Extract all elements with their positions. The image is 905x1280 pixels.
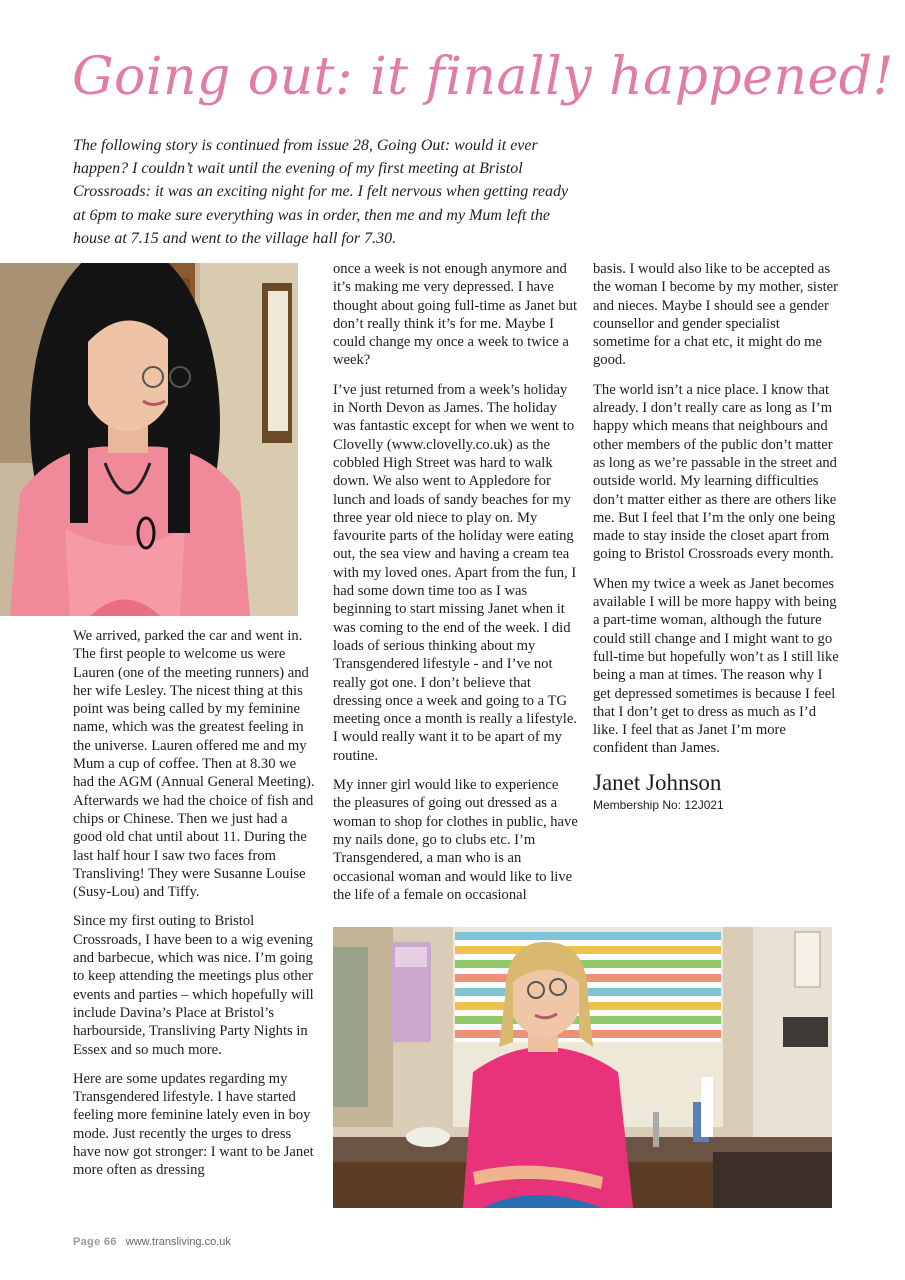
paragraph: basis. I would also like to be accepted as the woman I become by my mother, sister and nieces. Maybe I should see a gender counsellor and gender specialist sometime for a chat etc, it might do me good. (593, 261, 839, 369)
article-column-1 (73, 627, 319, 1191)
paragraph: The world isn’t a nice place. I know that already. I don’t really care as long as I’m happy which means that neighbours and other members of the public don’t matter as long as we’re passable in the street and outside world. My learning difficulties don’t matter either as there are others like me. But I feel that I’m the only one being made to stay inside the closet apart from going to Bristol Crossroads every month. (593, 381, 837, 563)
article-column-2 (333, 260, 579, 915)
footer-url: www.transliving.co.uk (125, 1236, 231, 1248)
page-footer (73, 1236, 231, 1248)
paragraph: Here are some updates regarding my Transgendered lifestyle. I have started feeling more feminine lately even in boy mode. Just recently the urges to dress have now got stronger: I want to be Janet more often as dressing (73, 1070, 314, 1179)
membership-number: Membership No: 12J021 (593, 797, 724, 812)
article-title: Going out: it finally happened! (72, 47, 894, 107)
author-signature: Janet Johnson (593, 769, 722, 795)
paragraph: When my twice a week as Janet becomes available I will be more happy with being a part-time woman, although the future could still change and I might want to go full-time but hopefully won’t as I still like being a man at times. The reason why I get depressed sometimes is because I feel that I don’t get to dress as much as I’d like. I feel that as Janet I’m more confident than James. (593, 575, 839, 757)
article-intro: The following story is continued from issue 28, Going Out: would it ever happen? I couldn’t wait until the evening of my first meeting at Bristol Crossroads: it was an exciting night for me. I felt nervous when getting ready at 6pm to make sure everything was in order, then me and my Mum left the house at 7.15 and went to the village hall for 7.30. (73, 137, 569, 247)
page-number: Page 66 (73, 1236, 117, 1248)
paragraph: once a week is not enough anymore and it’s making me very depressed. I have thought about going full-time as Janet but don’t really think it’s for me. Maybe I could change my once a week to twice a week? (333, 261, 578, 369)
photo-janet-pink-cardigan (0, 263, 298, 616)
paragraph: My inner girl would like to experience the pleasures of going out dressed as a woman to shop for clothes in public, have my nails done, go to clubs etc. I’m Transgendered, a man who is an occasional woman and would like to live the life of a female on occasional (333, 777, 578, 903)
paragraph: I’ve just returned from a week’s holiday in North Devon as James. The holiday was fantastic except for when we went to Clovelly (www.clovelly.co.uk) as the cobbled High Street was hard to walk down. We also went to Appledore for lunch and loads of sandy beaches for my three year old niece to play on. My favourite parts of the holiday were eating out, the sea view and having a cream tea with my loved ones. Apart from the fun, I had some down time too as I was beginning to start missing Janet when it was coming to the end of the week. I did loads of serious thinking about my Transgendered lifestyle - and I’ve not really got one. I don’t believe that dressing once a week and going to a TG meeting once a month is really a lifestyle. I would really want it to be apart of my routine. (333, 381, 577, 764)
photo-janet-kitchen (333, 927, 832, 1208)
paragraph: We arrived, parked the car and went in. The first people to welcome us were Lauren (one of the meeting runners) and her wife Lesley. The nicest thing at this point was being called by my feminine name, which was the greatest feeling in the universe. Lauren offered me and my Mum a cup of coffee. Then at 8.30 we had the AGM (Annual General Meeting). Afterwards we had the choice of fish and chips or Chinese. Then we just had a good old chat until about 11. During the last half hour I saw two faces from Transliving! They were Susanne Louise (Susy-Lou) and Tiffy. (73, 628, 315, 901)
article-column-3 (593, 260, 839, 813)
paragraph: Since my first outing to Bristol Crossroads, I have been to a wig evening and barbecue, which was nice. I’m going to keep attending the meetings plus other events and parties – which hopefully will include Davina’s Place at Bristol’s harbourside, Transliving Party Nights in Essex and so much more. (73, 913, 314, 1058)
